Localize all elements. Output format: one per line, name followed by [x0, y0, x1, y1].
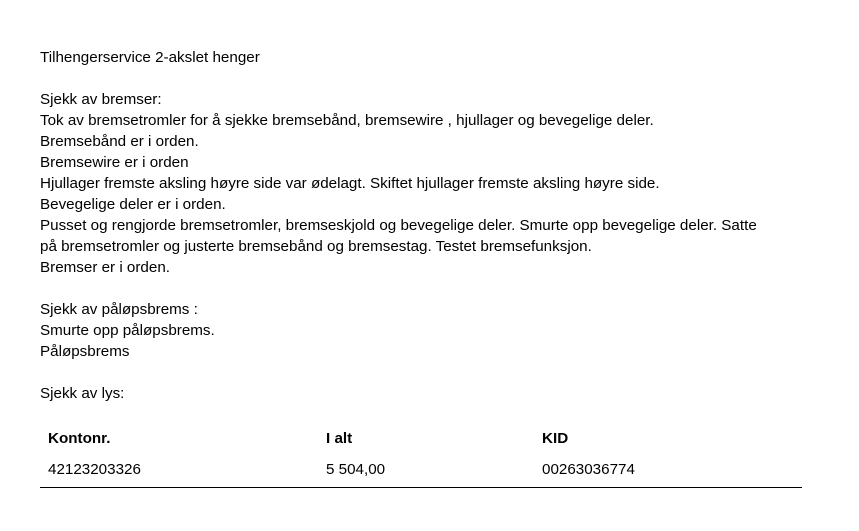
- spacer: [40, 362, 820, 383]
- document-body: [40, 47, 820, 404]
- header-kid: KID: [542, 430, 569, 447]
- header-total: I alt: [326, 430, 353, 447]
- text-line: Bremser er i orden.: [40, 259, 170, 276]
- cell-total: 5 504,00: [326, 461, 386, 478]
- cell-account-number: 42123203326: [48, 461, 141, 478]
- text-line: Bremsewire er i orden: [40, 154, 189, 171]
- table-row: [40, 456, 802, 487]
- text-line: Bremsebånd er i orden.: [40, 133, 199, 150]
- header-account-number: Kontonr.: [48, 430, 111, 447]
- text-line: Hjullager fremste aksling høyre side var ødelagt. Skiftet hjullager fremste aksling høyre side.: [40, 175, 660, 192]
- spacer: [40, 278, 820, 299]
- text-line: Påløpsbrems: [40, 343, 130, 360]
- text-line: Pusset og rengjorde bremsetromler, bremseskjold og bevegelige deler. Smurte opp bevegelige deler. Satte: [40, 217, 757, 234]
- section-heading-brakes: Sjekk av bremser:: [40, 91, 162, 108]
- text-line: Bevegelige deler er i orden.: [40, 196, 226, 213]
- text-line: på bremsetromler og justerte bremsebånd og bremsestag. Testet bremsefunksjon.: [40, 238, 592, 255]
- section-heading-overrun-brake: Sjekk av påløpsbrems :: [40, 301, 198, 318]
- section-heading-lights: Sjekk av lys:: [40, 385, 125, 402]
- text-line: Tok av bremsetromler for å sjekke bremsebånd, bremsewire , hjullager og bevegelige deler.: [40, 112, 654, 129]
- table-header-row: [40, 426, 802, 456]
- cell-kid: 00263036774: [542, 461, 635, 478]
- spacer: [40, 68, 820, 89]
- text-line: Smurte opp påløpsbrems.: [40, 322, 215, 339]
- document-title: Tilhengerservice 2-akslet henger: [40, 49, 260, 66]
- payment-table: [40, 426, 802, 488]
